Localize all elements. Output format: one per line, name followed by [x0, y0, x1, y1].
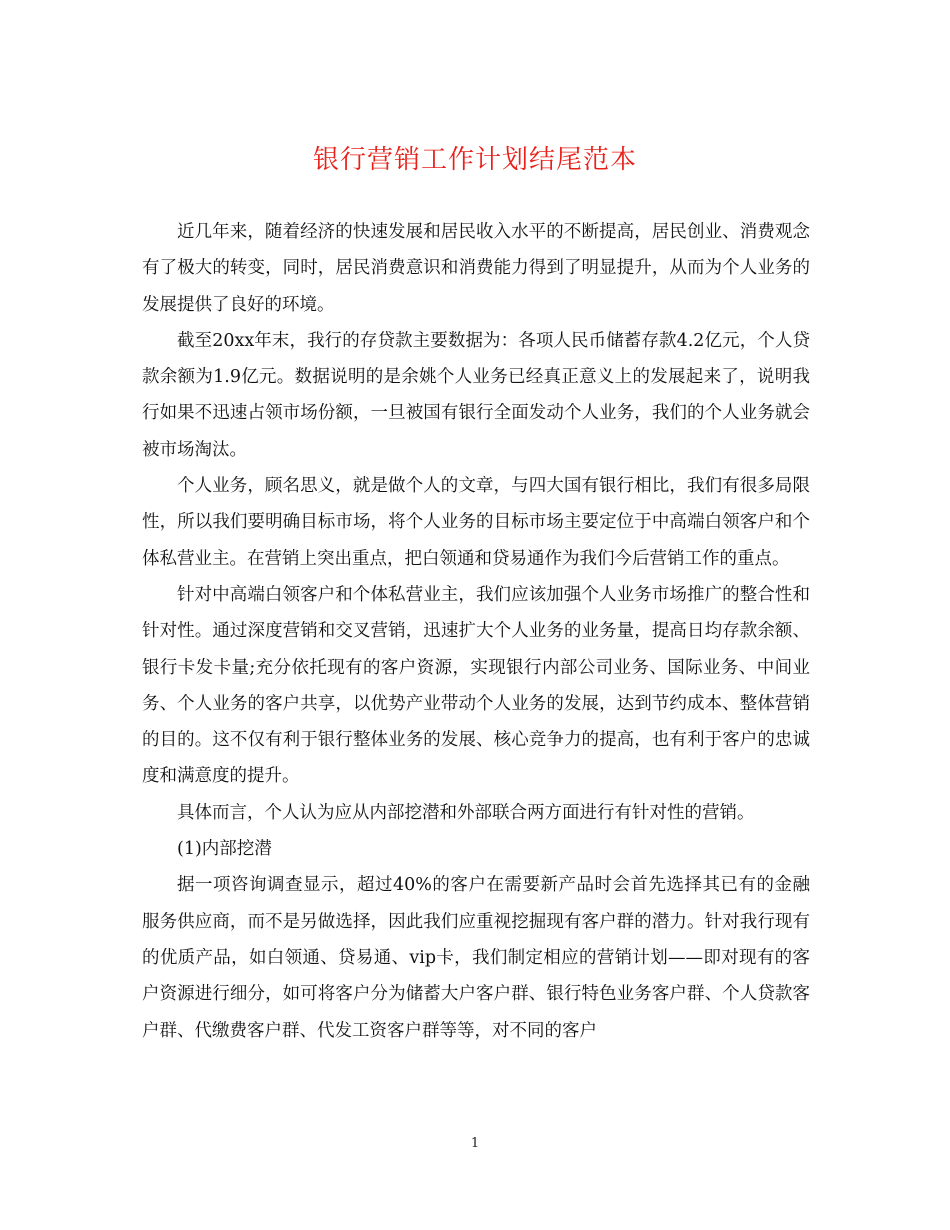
section-heading-internal: (1)内部挖潜: [177, 839, 272, 860]
paragraph-marketing-strategy: 针对中高端白领客户和个体私营业主，我们应该加强个人业务市场推广的整合性和针对性。通过深度营销和交叉营销，迅速扩大个人业务的业务量，提高日均存款余额、银行卡发卡量;充分依托现有的客户资源，实现银行内部公司业务、国际业务、中间业务、个人业务的客户共享，以优势产业带动个人业务的发展，达到节约成本、整体营销的目的。这不仅有利于银行整体业务的发展、核心竞争力的提高，也有利于客户的忠诚度和满意度的提升。: [142, 584, 810, 787]
paragraph-intro: 近几年来，随着经济的快速发展和居民收入水平的不断提高，居民创业、消费观念有了极大的转变，同时，居民消费意识和消费能力得到了明显提升，从而为个人业务的发展提供了良好的环境。: [142, 222, 810, 315]
document-body: [142, 214, 810, 1049]
document-title: 银行营销工作计划结尾范本: [312, 145, 637, 175]
paragraph-summary: 具体而言，个人认为应从内部挖潜和外部联合两方面进行有针对性的营销。: [177, 802, 755, 823]
page-number: 1: [470, 1136, 480, 1151]
paragraph-target-market: 个人业务，顾名思义，就是做个人的文章，与四大国有银行相比，我们有很多局限性，所以我们要明确目标市场，将个人业务的目标市场主要定位于中高端白领客户和个体私营业主。在营销上突出重点，把白领通和贷易通作为我们今后营销工作的重点。: [142, 476, 810, 569]
paragraph-deposit-data: 截至20xx年末，我行的存贷款主要数据为：各项人民币储蓄存款4.2亿元，个人贷款余额为1.9亿元。数据说明的是余姚个人业务已经真正意义上的发展起来了，说明我行如果不迅速占领市场份额，一旦被国有银行全面发动个人业务，我们的个人业务就会被市场淘汰。: [142, 330, 810, 460]
paragraph-internal-potential: 据一项咨询调查显示，超过40%的客户在需要新产品时会首先选择其已有的金融服务供应商，而不是另做选择，因此我们应重视挖掘现有客户群的潜力。针对我行现有的优质产品，如白领通、贷易通、vip卡，我们制定相应的营销计划——即对现有的客户资源进行细分，如可将客户分为储蓄大户客户群、银行特色业务客户群、个人贷款客户群、代缴费客户群、代发工资客户群等等，对不同的客户: [142, 875, 810, 1041]
